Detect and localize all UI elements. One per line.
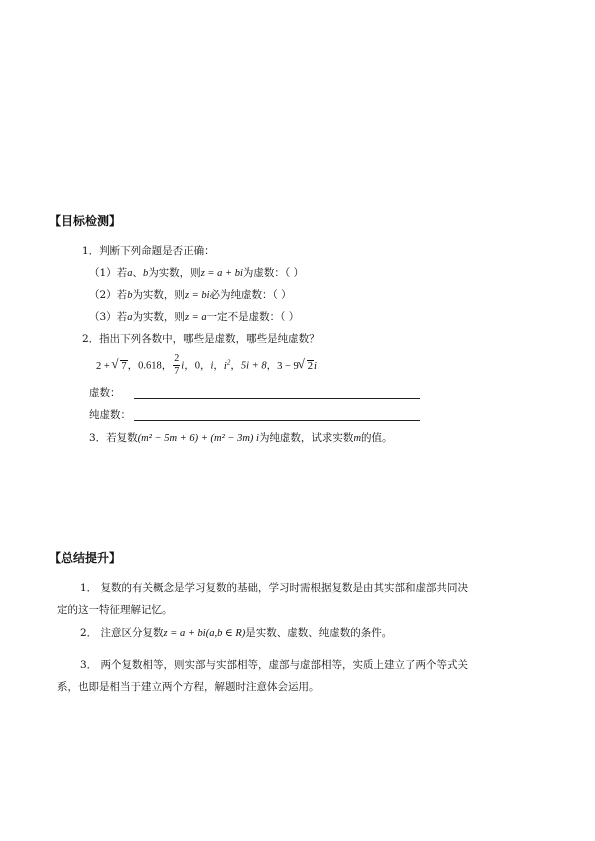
number-item: 5i + 8 (240, 360, 267, 372)
math-expression: z = a (184, 312, 207, 323)
text: 的值。 (361, 432, 393, 444)
text: （3）若 (89, 311, 128, 323)
summary-point-2 (80, 625, 392, 640)
text: 2． 注意区分复数 (80, 627, 164, 639)
text: 为纯虚数，试求实数 (258, 432, 354, 444)
summary-point-3-line-1: 3． 两个复数相等，则实部与实部相等，虚部与虚部相等，实质上建立了两个等式关 (80, 659, 469, 671)
number-item: i (210, 360, 214, 372)
number-item: $i^2$ (223, 358, 231, 372)
section-title-goal-check: 【目标检测】 (49, 214, 122, 228)
pure-imaginary-label: 纯虚数： (89, 409, 131, 421)
number-list: 2 + √ 7，0.618， $\frac{2}{7}$ i，0，i，$i^2$，5i + 8，3 − 9√ 2i (96, 350, 317, 379)
number-item: 0.618 (138, 360, 162, 372)
summary-point-1-line-1: 1． 复数的有关概念是学习复数的基础，学习时需根据复数是由其实部和虚部共同决 (80, 582, 469, 594)
math-m: m (353, 433, 362, 444)
number-item: 3 − 9√ 2i (277, 361, 317, 372)
number-item: 2 + √ 7 (96, 361, 128, 372)
text: （2）若 (89, 289, 128, 301)
math-expression: z = bi (184, 290, 210, 301)
text: 一定不是虚数：（ ） (206, 311, 300, 323)
text: 为实数，则 (148, 267, 201, 279)
math-a: a (127, 268, 133, 279)
text: （1）若 (89, 267, 128, 279)
fraction-two-sevenths: $\frac{2}{7}$ (174, 353, 180, 377)
imaginary-label: 虚数： (89, 387, 121, 399)
text: 是实数、虚数、纯虚数的条件。 (245, 627, 393, 639)
number-item: i (181, 360, 185, 372)
math-expression: z = a + bi(a,b ∈ R) (163, 628, 246, 639)
imaginary-answer-line (134, 398, 420, 399)
question-1-stem: 1．判断下列命题是否正确： (82, 245, 215, 257)
number-item: 0 (194, 360, 200, 372)
summary-point-3-line-2: 系，也即是相当于建立两个方程，解题时注意体会运用。 (57, 681, 320, 693)
text: 3．若复数 (89, 432, 138, 444)
question-3 (89, 430, 393, 445)
text: 为实数，则 (132, 311, 185, 323)
text: 为虚数：（ ） (242, 267, 304, 279)
pure-imaginary-answer-line (134, 420, 420, 421)
text: 必为纯虚数：（ ） (209, 289, 292, 301)
math-b: b (142, 268, 149, 279)
question-2-stem: 2．指出下列各数中，哪些是虚数，哪些是纯虚数？ (82, 333, 320, 345)
text: 为实数，则 (132, 289, 185, 301)
math-expression: z = a + bi (200, 268, 243, 279)
math-b: b (127, 290, 133, 301)
question-1-statement-3 (89, 309, 299, 324)
section-title-summary: 【总结提升】 (49, 551, 122, 565)
summary-point-1-line-2: 定的这一特征理解记忆。 (57, 604, 173, 616)
text: 、 (132, 267, 143, 279)
question-1-statement-1 (89, 265, 304, 280)
math-a: a (127, 312, 133, 323)
math-expression: (m² − 5m + 6) + (m² − 3m) i (137, 433, 259, 444)
question-1-statement-2 (89, 287, 292, 302)
